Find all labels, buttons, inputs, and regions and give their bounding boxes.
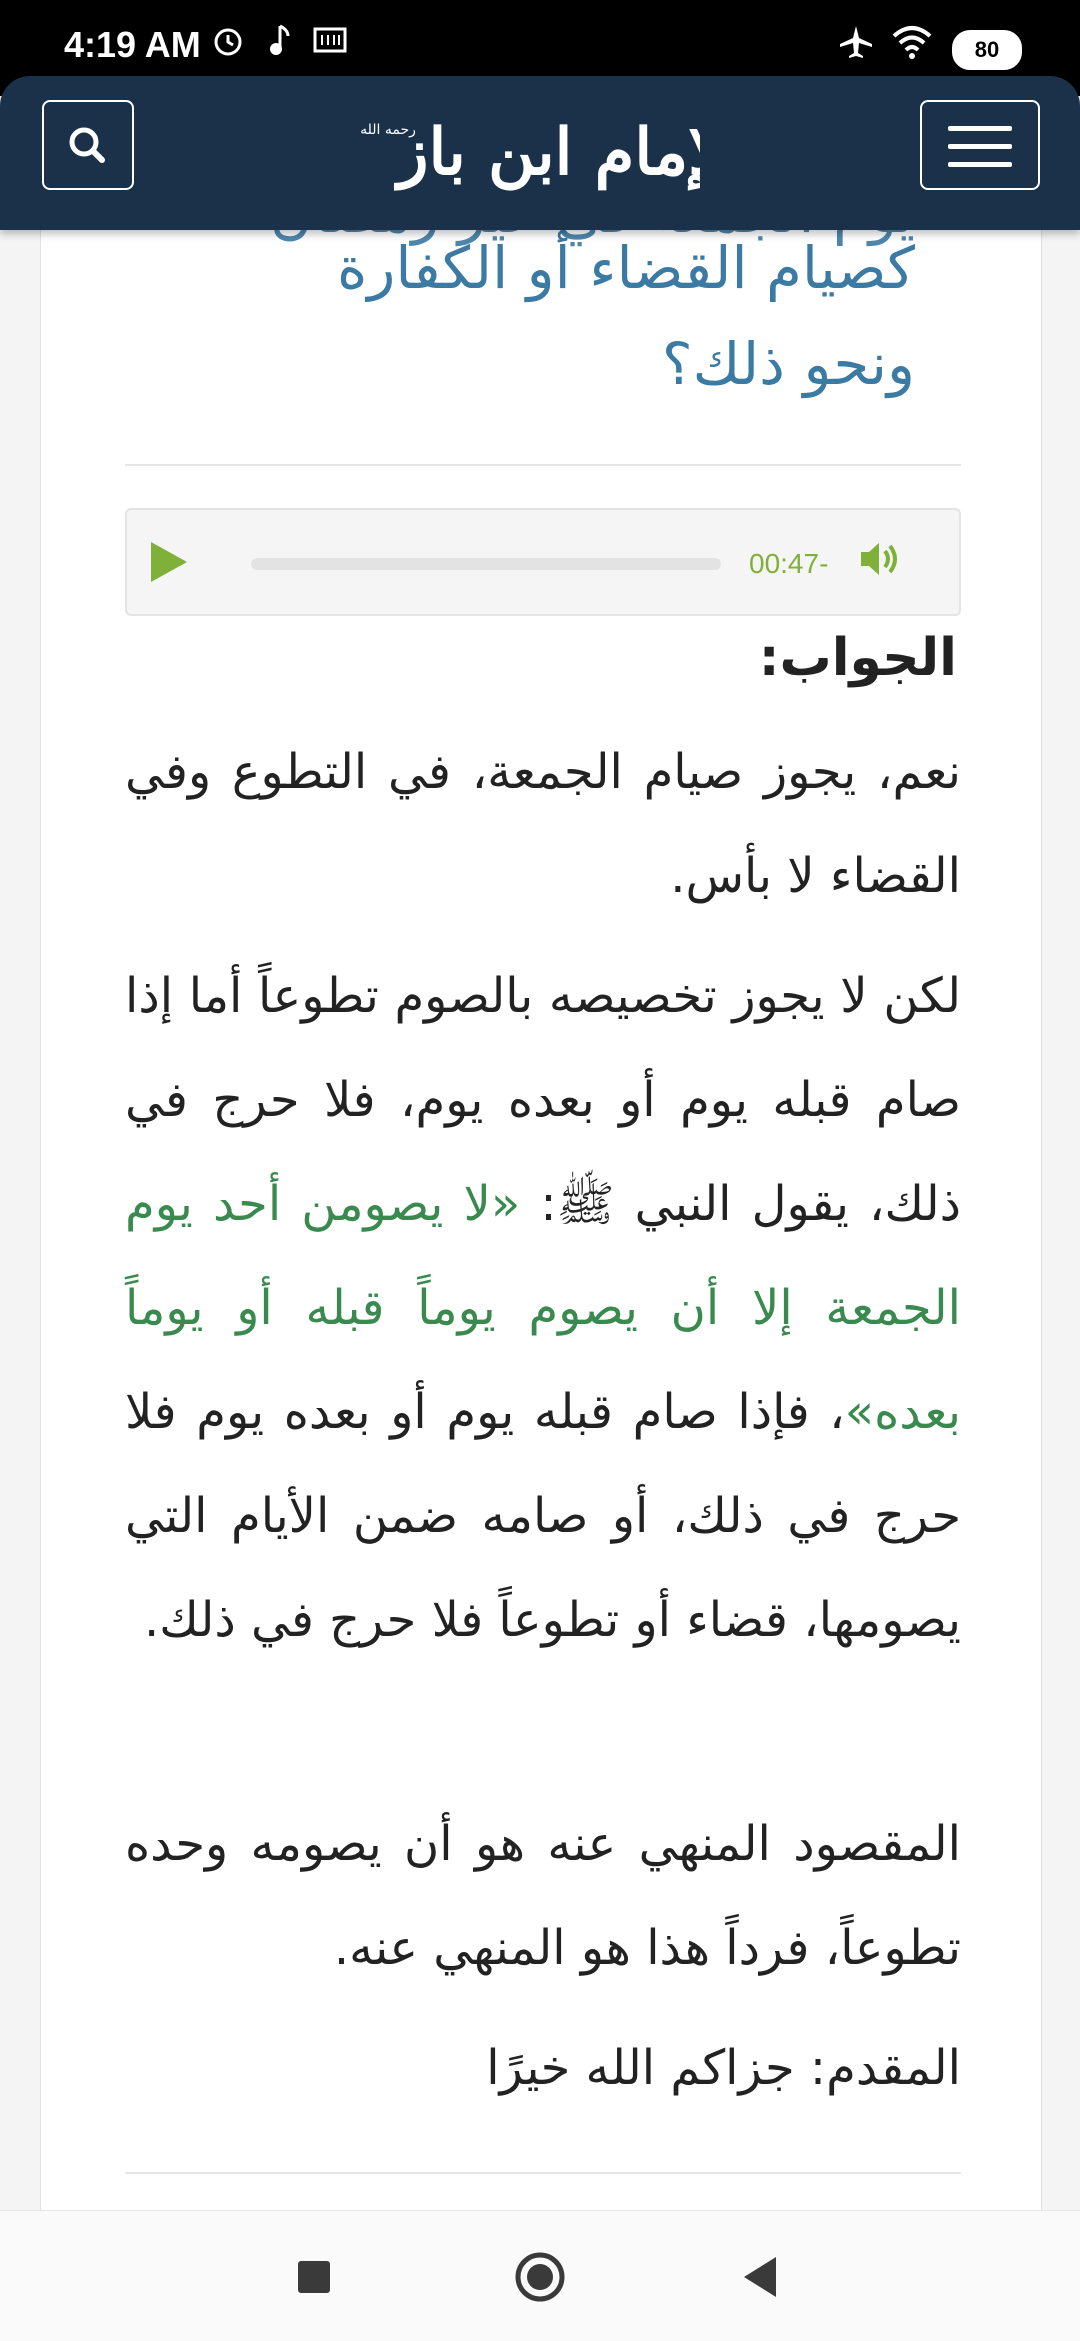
hamburger-line xyxy=(948,162,1012,167)
volume-icon[interactable] xyxy=(857,536,903,582)
keyboard-icon xyxy=(312,22,348,58)
system-nav-bar xyxy=(0,2210,1080,2341)
hamburger-icon xyxy=(948,126,1012,131)
back-button[interactable] xyxy=(744,2257,776,2297)
play-icon[interactable] xyxy=(151,542,187,582)
status-time: 4:19 AM xyxy=(64,24,201,65)
question-line-1: كصيام القضاء أو الكفارة xyxy=(336,234,915,302)
recents-button[interactable] xyxy=(298,2261,330,2293)
site-logo[interactable] xyxy=(360,82,700,212)
answer-text: ، فإذا صام قبله يوم أو بعده يوم فلا حرج في ذلك، أو صامه ضمن الأيام التي يصومها، قضاء أو تطوعاً فلا حرج في ذلك. xyxy=(125,1384,961,1648)
airplane-icon xyxy=(836,22,876,62)
presenter-line: المقدم: جزاكم الله خيرًا xyxy=(486,2040,961,2096)
audio-progress-bar[interactable] xyxy=(251,558,721,570)
question-title xyxy=(125,220,915,412)
answer-paragraph-2 xyxy=(125,944,961,1672)
menu-button[interactable] xyxy=(920,100,1040,190)
alarm-icon xyxy=(210,22,246,58)
hadith-quote: «لا يصومن أحد يوم الجمعة إلا أن يصوم يوماً قبله أو يوماً بعده» xyxy=(125,1176,961,1440)
audio-player xyxy=(125,508,961,616)
answer-paragraph-1: نعم، يجوز صيام الجمعة، في التطوع وفي القضاء لا بأس. xyxy=(125,744,961,904)
wifi-icon xyxy=(890,22,934,62)
hamburger-line xyxy=(948,144,1012,149)
search-icon xyxy=(44,102,132,188)
search-button[interactable] xyxy=(42,100,134,190)
answer-paragraph-3: المقصود المنهي عنه هو أن يصومه وحده تطوعاً، فرداً هذا هو المنهي عنه. xyxy=(125,1816,961,1976)
svg-text:الإمام ابن باز: إمام ابن باز xyxy=(397,115,700,190)
divider xyxy=(125,2172,961,2174)
question-line-2: ونحو ذلك؟ xyxy=(661,330,915,398)
divider xyxy=(125,464,961,466)
battery-icon: 80 xyxy=(952,30,1022,70)
svg-text:رحمه الله: رحمه الله xyxy=(360,122,416,138)
answer-heading: الجواب: xyxy=(758,628,957,688)
audio-time-remaining: 00:47- xyxy=(749,548,829,579)
answer-text: لكن لا يجوز تخصيصه بالصوم تطوعاً أما إذا صام قبله يوم أو بعده يوم، فلا حرج في ذلك، يقول النبي ﷺ: xyxy=(125,968,962,1232)
music-note-icon xyxy=(266,22,294,58)
site-header xyxy=(0,76,1080,230)
content-card xyxy=(40,200,1042,2210)
home-button[interactable] xyxy=(514,2251,566,2303)
